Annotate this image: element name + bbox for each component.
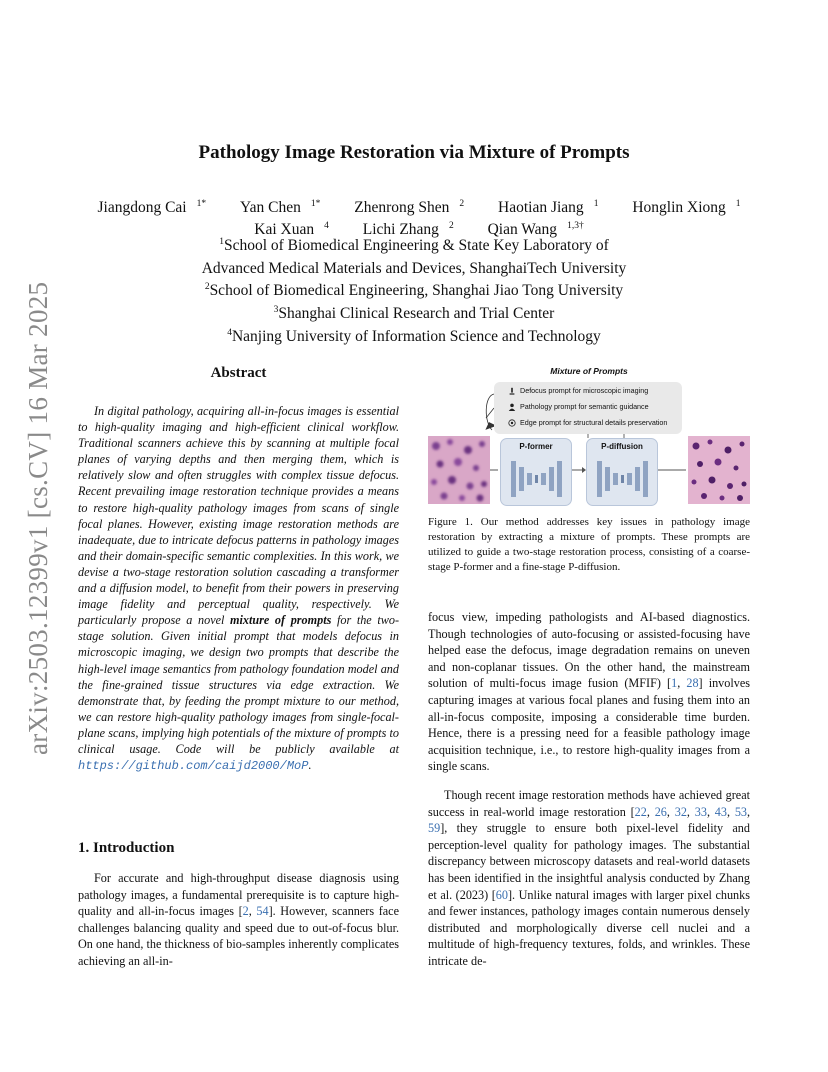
abstract-heading: Abstract	[210, 365, 267, 381]
citation-link[interactable]: 53	[734, 804, 748, 819]
citation-link[interactable]: 33	[694, 804, 707, 819]
code-link[interactable]: https://github.com/caijd2000/MoP	[78, 759, 309, 774]
citation-link[interactable]: 43	[714, 804, 727, 819]
prompt-item: Defocus prompt for microscopic imaging	[508, 386, 648, 395]
author: Yan Chen $^{1*}$	[240, 199, 321, 217]
restored-tissue-image	[688, 436, 750, 504]
prompt-item: Edge prompt for structural details preservation	[508, 418, 667, 427]
figure-title: Mixture of Prompts	[550, 366, 628, 376]
arxiv-stamp: arXiv:2503.12399v1 [cs.CV] 16 Mar 2025	[23, 281, 53, 755]
intro-paragraph: For accurate and high-throughput disease diagnosis using pathology images, a fundamental prerequisite is to capture high-quality and all-in-focus images [2, 54]. However, scanners face challenges balancing quality and speed due to out-of-focus blur. On one hand, the thickness of bio-samples inherently complicates achieving an all-in-	[78, 871, 399, 968]
edge-icon	[508, 419, 516, 427]
citation-link[interactable]: 59	[428, 821, 441, 836]
citation-link[interactable]: 54	[256, 904, 269, 919]
prompt-panel	[494, 382, 682, 434]
p-diffusion-network	[595, 457, 649, 501]
p-former-network	[509, 457, 563, 501]
microscope-icon	[508, 387, 516, 395]
author: Honglin Xiong $^1$	[632, 199, 741, 217]
p-former-block	[500, 438, 572, 506]
author: Qian Wang $^{1,3\dagger}$	[487, 221, 584, 239]
author: Lichi Zhang $^2$	[362, 221, 454, 239]
citation-link[interactable]: 32	[674, 804, 687, 819]
blurry-tissue-image	[428, 436, 490, 504]
author: Zhenrong Shen $^2$	[354, 199, 465, 217]
p-former-label: P-former	[519, 442, 553, 451]
mop-emphasis: mixture of prompts	[230, 613, 332, 628]
citation-link[interactable]: 2	[242, 904, 249, 919]
affiliation-list	[0, 233, 828, 346]
abstract-text: In digital pathology, acquiring all-in-focus images is essential to high-quality imaging and high-efficient clinical workflow. Traditional scanners achieve this by scanning at multiple focal planes of varying depths and then merging them, which is relatively slow and often struggles with complex tissue defocus. Recent prevailing image restoration technique provides a means to restore high-quality pathology images from scans of single focal planes. However, existing image restoration methods are inadequate, due to intricate defocus patterns in pathology images and their domain-specific semantic complexities. In this work, we devise a two-stage restoration solution cascading a transformer and a diffusion model, to benefit from their powers in preserving image fidelity and perceptual quality, respectively. We particularly propose a novel mixture of prompts for the two-stage solution. Given initial prompt that models defocus in microscopic imaging, we design two prompts that describe the high-level image semantics from pathology foundation model and the fine-grained tissue structures via edge extraction. We demonstrate that, by feeding the prompt mixture to our method, we can restore high-quality pathology images from single-focal-plane scans, implying high potentials of the mixture of prompts to clinical usage. Code will be publicly available at https://github.com/caijd2000/MoP.	[78, 404, 399, 774]
affiliation: $^1$School of Biomedical Engineering & State Key Laboratory of	[219, 237, 609, 255]
affiliation: $^2$School of Biomedical Engineering, Shanghai Jiao Tong University	[204, 282, 624, 300]
author-row-1	[0, 195, 828, 217]
affiliation: Advanced Medical Materials and Devices, ShanghaiTech University	[201, 259, 627, 277]
author: Jiangdong Cai $^{1*}$	[97, 199, 207, 217]
affiliation: $^3$Shanghai Clinical Research and Trial Center	[273, 304, 555, 323]
right-paragraph-1: focus view, impeding pathologists and AI-based diagnostics. Though technologies of auto-focusing or assisted-focusing have helped ease the defocus, image degradation remains on uneven and non-coplanar tissues. On the other hand, the mainstream solution of multi-focus image fusion (MFIF) [1, 28] involves capturing images at various focal planes and fusing them into an all-in-focus composite, imposing a considerable time burden. Hence, there is a pressing need for a feasible pathology image acquisition technique, i.e., to restore high-quality images from a single scans.	[428, 610, 751, 774]
right-paragraph-2: Though recent image restoration methods have achieved great success in real-world image restoration [22, 26, 32, 33, 43, 53, 59], they struggle to ensure both pixel-level fidelity and perception-level quality for pathology images. The substantial discrepancy between microscopy datasets and real-world datasets has been identified in the insightful analysis conducted by Zhang et al. (2023) [60]. Unlike natural images with larger pixel chunks and fewer instances, pathology images contain numerous densely distributed and morphologically diverse cell nuclei and a multitude of high-frequency textures, folds, and wrinkles. These intricate de-	[428, 788, 751, 968]
author: Haotian Jiang $^1$	[498, 199, 599, 217]
author: Kai Xuan $^4$	[254, 221, 329, 239]
citation-link[interactable]: 22	[634, 804, 647, 819]
figure-1	[428, 362, 750, 510]
p-diffusion-label: P-diffusion	[601, 442, 643, 451]
p-diffusion-block	[586, 438, 658, 506]
figure-caption: Figure 1. Our method addresses key issues in pathology image restoration by extracting a mixture of prompts. These prompts are utilized to guide a two-stage restoration process, consisting of a coarse-stage P-former and a fine-stage P-diffusion.	[428, 516, 750, 573]
citation-link[interactable]: 26	[654, 804, 667, 819]
prompt-item: Pathology prompt for semantic guidance	[508, 402, 649, 411]
citation-link[interactable]: 28	[686, 676, 699, 691]
person-icon	[508, 403, 516, 411]
intro-heading: 1. Introduction	[78, 840, 175, 856]
citation-link[interactable]: 1	[671, 676, 678, 691]
affiliation: $^4$Nanjing University of Information Science and Technology	[227, 327, 601, 345]
paper-title: Pathology Image Restoration via Mixture of Prompts	[198, 142, 630, 163]
citation-link[interactable]: 60	[495, 887, 508, 902]
